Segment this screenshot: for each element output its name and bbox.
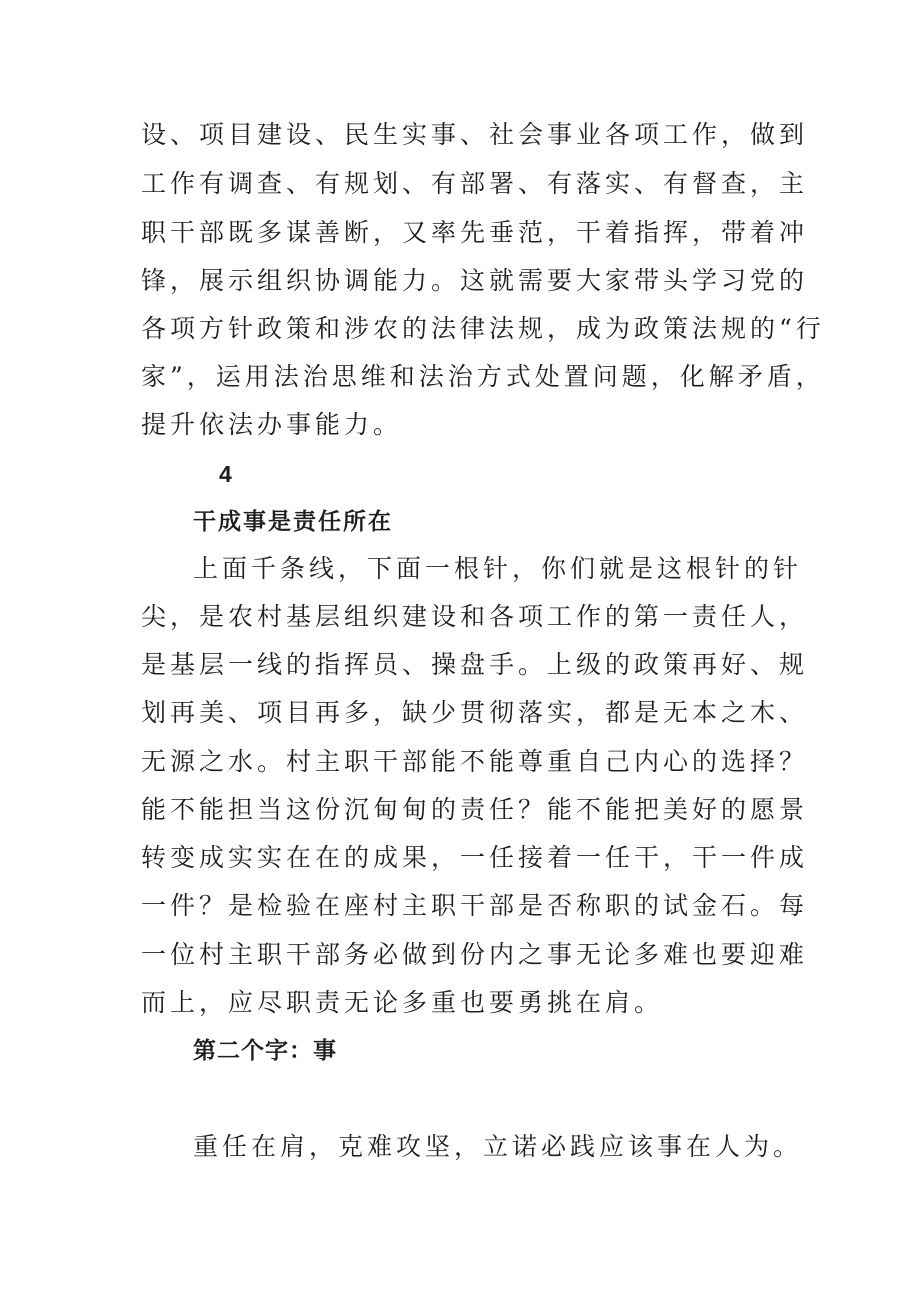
- paragraph-2-line: 能不能担当这份沉甸甸的责任？能不能把美好的愿景: [141, 795, 809, 824]
- paragraph-2-line: 一件？是检验在座村主职干部是否称职的试金石。每: [141, 891, 809, 920]
- paragraph-1-line: 设、项目建设、民生实事、社会事业各项工作，做到: [141, 120, 809, 149]
- paragraph-2-line: 尖，是农村基层组织建设和各项工作的第一责任人，: [141, 602, 809, 631]
- paragraph-2-line: 而上，应尽职责无论多重也要勇挑在肩。: [141, 988, 664, 1017]
- section-heading: 干成事是责任所在: [193, 508, 393, 535]
- paragraph-2-line: 划再美、项目再多，缺少贯彻落实，都是无本之木、: [141, 698, 809, 727]
- paragraph-2-line: 上面千条线，下面一根针，你们就是这根针的针: [193, 554, 803, 583]
- section-number: 4: [219, 461, 232, 487]
- paragraph-1-line: 职干部既多谋善断，又率先垂范，干着指挥，带着冲: [141, 218, 809, 247]
- paragraph-1-line: 工作有调查、有规划、有部署、有落实、有督查，主: [141, 169, 809, 198]
- paragraph-1-line: 各项方针政策和涉农的法律法规，成为政策法规的“行: [141, 314, 825, 343]
- paragraph-2-line: 无源之水。村主职干部能不能尊重自己内心的选择？: [141, 747, 809, 776]
- chapter-heading: 第二个字：事: [193, 1038, 337, 1064]
- paragraph-1-line: 家”，运用法治思维和法治方式处置问题，化解矛盾，: [141, 362, 825, 391]
- paragraph-1-line: 锋，展示组织协调能力。这就需要大家带头学习党的: [141, 266, 809, 295]
- paragraph-2-line: 是基层一线的指挥员、操盘手。上级的政策再好、规: [141, 650, 809, 679]
- paragraph-3-line: 重任在肩，克难攻坚，立诺必践应该事在人为。: [193, 1132, 803, 1161]
- paragraph-2-line: 转变成实实在在的成果，一任接着一任干，干一件成: [141, 843, 809, 872]
- paragraph-2-line: 一位村主职干部务必做到份内之事无论多难也要迎难: [141, 940, 809, 969]
- paragraph-1-line: 提升依法办事能力。: [141, 410, 403, 439]
